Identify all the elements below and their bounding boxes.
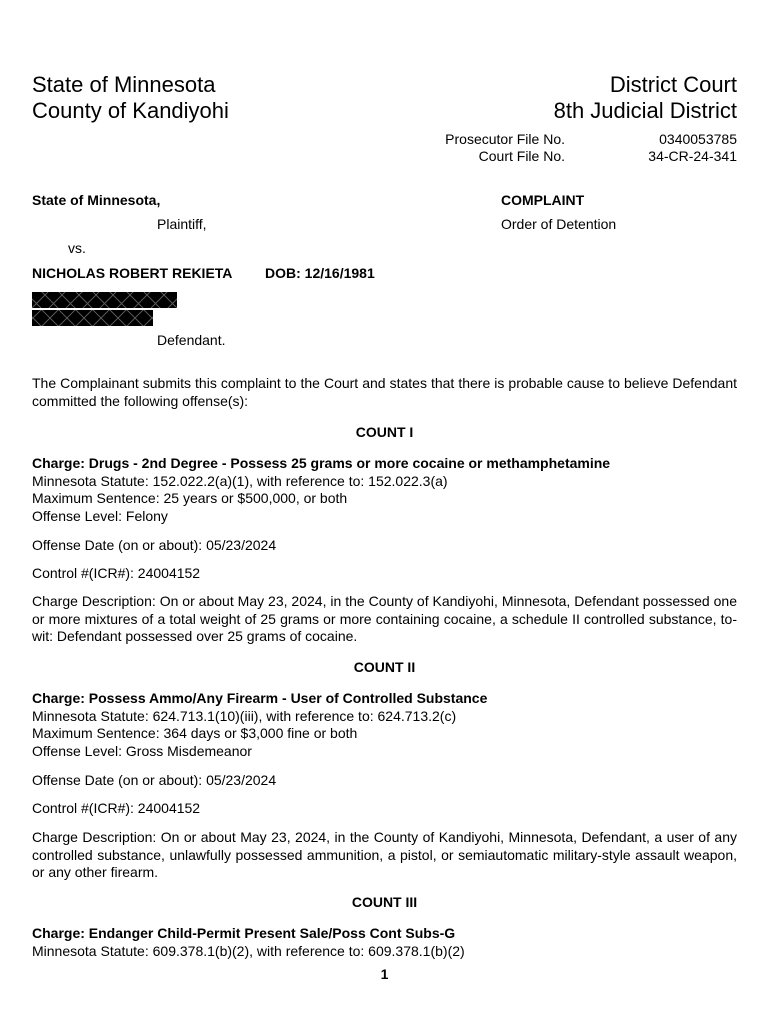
plaintiff-role: Plaintiff, <box>157 216 207 232</box>
offense-level-line: Offense Level: Felony <box>32 507 168 524</box>
control-number-line: Control #(ICR#): 24004152 <box>32 565 201 581</box>
control-number-line: Control #(ICR#): 24004152 <box>32 800 201 816</box>
page-number: 1 <box>380 966 389 982</box>
header-court: District Court <box>609 72 737 97</box>
charge-title: Charge: Possess Ammo/Any Firearm - User of Controlled Substance <box>32 690 488 706</box>
court-file-label: Court File No. <box>478 148 565 164</box>
offense-level-line: Offense Level: Gross Misdemeanor <box>32 742 252 759</box>
count-heading: COUNT I <box>355 424 414 440</box>
count-heading: COUNT III <box>351 894 418 910</box>
document-type: COMPLAINT <box>501 192 585 208</box>
header-district: 8th Judicial District <box>553 98 737 123</box>
court-file-number: 34-CR-24-341 <box>648 148 737 164</box>
redaction-bar <box>32 292 177 308</box>
plaintiff-name: State of Minnesota, <box>32 192 161 208</box>
offense-date-line: Offense Date (on or about): 05/23/2024 <box>32 537 277 553</box>
defendant-role: Defendant. <box>157 332 226 348</box>
statute-line: Minnesota Statute: 152.022.2(a)(1), with reference to: 152.022.3(a) <box>32 472 448 489</box>
defendant-dob: DOB: 12/16/1981 <box>265 265 375 281</box>
statute-line: Minnesota Statute: 624.713.1(10)(iii), with reference to: 624.713.2(c) <box>32 707 457 724</box>
offense-date-line: Offense Date (on or about): 05/23/2024 <box>32 772 277 788</box>
count-details <box>32 690 737 760</box>
intro-paragraph: The Complainant submits this complaint to the Court and states that there is probable cause to believe Defendant committed the following offense(s): <box>32 375 737 409</box>
max-sentence-line: Maximum Sentence: 364 days or $3,000 fine or both <box>32 725 358 741</box>
header-county: County of Kandiyohi <box>32 98 229 123</box>
redaction-bar <box>32 310 153 326</box>
charge-title: Charge: Drugs - 2nd Degree - Possess 25 grams or more cocaine or methamphetamine <box>32 455 611 471</box>
charge-title: Charge: Endanger Child-Permit Present Sale/Poss Cont Subs-G <box>32 925 456 941</box>
charge-description: Charge Description: On or about May 23, 2024, in the County of Kandiyohi, Minnesota, Defendant, a user of any controlled substance, unlawfully possessed ammunition, a pistol, or semiautomatic military-style assault weapon, or any other firearm. <box>32 829 737 880</box>
charge-description: Charge Description: On or about May 23, 2024, in the County of Kandiyohi, Minnesota, Defendant possessed one or more mixtures of a total weight of 25 grams or more containing cocaine, a schedule II controlled substance, to-wit: Defendant possessed over 25 grams of cocaine. <box>32 593 737 644</box>
versus-text: vs. <box>68 240 86 256</box>
count-heading: COUNT II <box>353 659 416 675</box>
statute-line: Minnesota Statute: 609.378.1(b)(2), with reference to: 609.378.1(b)(2) <box>32 942 465 959</box>
defendant-name: NICHOLAS ROBERT REKIETA <box>32 265 233 281</box>
prosecutor-file-label: Prosecutor File No. <box>445 131 565 147</box>
document-subtype: Order of Detention <box>501 216 617 232</box>
header-state: State of Minnesota <box>32 72 216 97</box>
prosecutor-file-number: 0340053785 <box>659 131 737 147</box>
max-sentence-line: Maximum Sentence: 25 years or $500,000, or both <box>32 490 348 506</box>
count-details <box>32 925 737 960</box>
count-details <box>32 455 737 525</box>
